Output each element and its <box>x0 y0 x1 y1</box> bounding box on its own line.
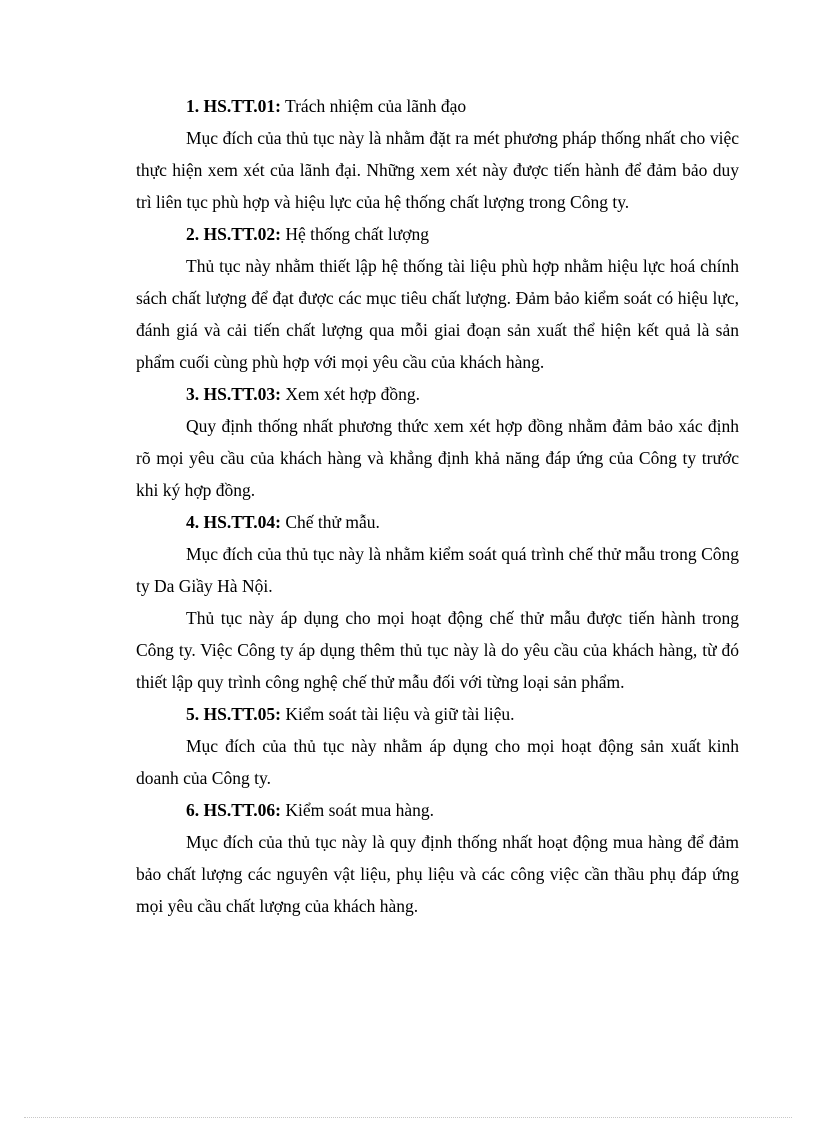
section-paragraph: Quy định thống nhất phương thức xem xét hợp đồng nhằm đảm bảo xác định rõ mọi yêu cầu của khách hàng và khẳng định khả năng đáp ứng của Công ty trước khi ký hợp đồng. <box>136 416 739 500</box>
section-code: 4. HS.TT.04: <box>186 512 281 532</box>
section-title: Xem xét hợp đồng. <box>285 384 420 404</box>
section-heading <box>136 218 739 250</box>
section-code: 1. HS.TT.01: <box>186 96 281 116</box>
section-title: Kiểm soát tài liệu và giữ tài liệu. <box>285 704 515 724</box>
section-code: 2. HS.TT.02: <box>186 224 281 244</box>
section-code: 3. HS.TT.03: <box>186 384 281 404</box>
section-heading <box>136 378 739 410</box>
section-code: 6. HS.TT.06: <box>186 800 281 820</box>
section-heading <box>136 506 739 538</box>
section-paragraph: Thủ tục này áp dụng cho mọi hoạt động chế thử mẫu được tiến hành trong Công ty. Việc Công ty áp dụng thêm thủ tục này là do yêu cầu của khách hàng, từ đó thiết lập quy trình công nghệ chế thử mẫu đối với từng loại sản phẩm. <box>136 608 739 692</box>
section-title: Chế thử mẫu. <box>285 512 380 532</box>
section-heading <box>136 698 739 730</box>
page-bottom-divider <box>24 1117 792 1118</box>
section-paragraph: Mục đích của thủ tục này nhằm áp dụng cho mọi hoạt động sản xuất kinh doanh của Công ty. <box>136 736 739 788</box>
section-title: Kiểm soát mua hàng. <box>285 800 435 820</box>
section-paragraph: Mục đích của thủ tục này là quy định thống nhất hoạt động mua hàng để đảm bảo chất lượng các nguyên vật liệu, phụ liệu và các công việc cần thầu phụ đáp ứng mọi yêu cầu chất lượng của khách hàng. <box>136 832 739 916</box>
section-paragraph: Thủ tục này nhằm thiết lập hệ thống tài liệu phù hợp nhằm hiệu lực hoá chính sách chất lượng để đạt được các mục tiêu chất lượng. Đảm bảo kiểm soát có hiệu lực, đánh giá và cải tiến chất lượng qua mỗi giai đoạn sản xuất thể hiện kết quả là sản phẩm cuối cùng phù hợp với mọi yêu cầu của khách hàng. <box>136 256 739 372</box>
section-paragraph: Mục đích của thủ tục này là nhằm kiểm soát quá trình chế thử mẫu trong Công ty Da Giầy Hà Nội. <box>136 544 739 596</box>
section-heading <box>136 90 739 122</box>
section-paragraph: Mục đích của thủ tục này là nhằm đặt ra mét phương pháp thống nhất cho việc thực hiện xem xét của lãnh đại. Những xem xét này được tiến hành để đảm bảo duy trì liên tục phù hợp và hiệu lực của hệ thống chất lượng trong Công ty. <box>136 128 739 212</box>
document-body <box>136 90 739 922</box>
section-heading <box>136 794 739 826</box>
section-title: Trách nhiệm của lãnh đạo <box>285 96 467 116</box>
section-code: 5. HS.TT.05: <box>186 704 281 724</box>
section-title: Hệ thống chất lượng <box>285 224 429 244</box>
